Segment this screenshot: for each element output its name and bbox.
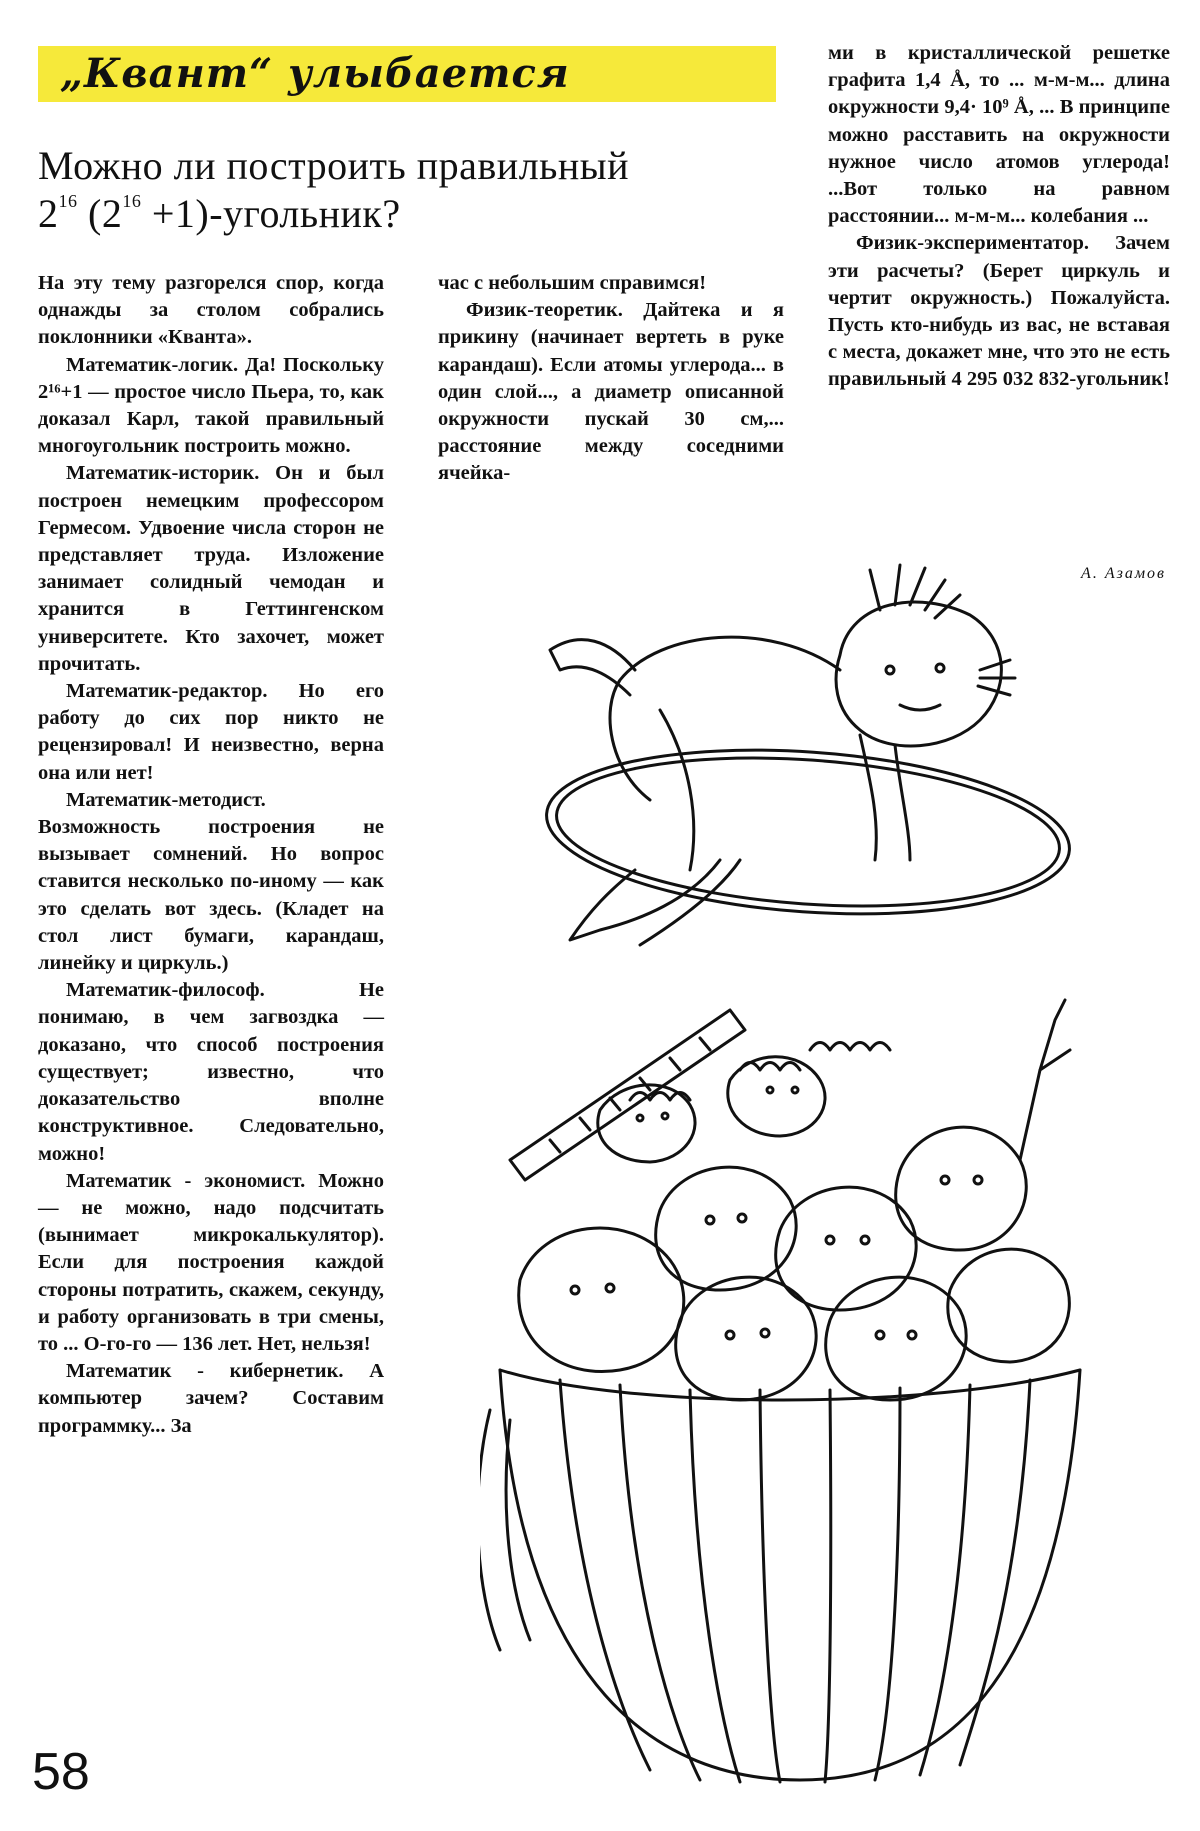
- paragraph: Математик-философ. Не понимаю, в чем загвоздка — доказано, что способ построения существует; известно, что доказательство вполне конструктивное. Следовательно, можно!: [38, 979, 384, 1165]
- title-exponent-2: 16: [122, 191, 142, 211]
- title-open: (2: [77, 191, 123, 236]
- paragraph: Математик-редактор. Но его работу до сих пор никто не рецензировал! И неизвестно, верна она или нет!: [38, 680, 384, 784]
- paragraph: Математик-методист. Возможность построения не вызывает сомнений. Но вопрос ставится несколько по-иному — как это сделать вот здесь. (Кладет на стол лист бумаги, карандаш, линейку и циркуль.): [38, 788, 384, 975]
- paragraph: Математик - кибернетик. А компьютер зачем? Составим программку... За: [38, 1360, 384, 1437]
- title-rest: +1)-угольник?: [141, 191, 401, 236]
- title-base: 2: [38, 191, 59, 236]
- section-banner: [38, 46, 776, 102]
- author-signature: А. Азамов: [1081, 565, 1166, 582]
- title-exponent-1: 16: [58, 191, 78, 211]
- paragraph: Физик-теоретик. Дайтека и я прикину (начинает вертеть в руке карандаш). Если атомы углерода... в один слой..., а диаметр описанной окружности пускай 30 см,... расстояние между соседними ячейка-: [438, 299, 784, 485]
- article-title: [38, 142, 778, 238]
- page-number: 58: [32, 1743, 90, 1801]
- crowd-in-basket-drawing: [480, 990, 1100, 1790]
- text-column-1: [38, 270, 384, 1440]
- paragraph: Физик-экспериментатор. Зачем эти расчеты? (Берет циркуль и чертит окружность.) Пожалуйста. Пусть кто-нибудь из вас, не вставая с места, докажет мне, что это не есть правильный 4 295 032 832-угольник!: [828, 232, 1170, 391]
- text-column-2: [438, 270, 784, 488]
- title-line-1: Можно ли построить правильный: [38, 143, 630, 188]
- paragraph: На эту тему разгорелся спор, когда однажды за столом собрались поклонники «Кванта».: [38, 272, 384, 349]
- paragraph: час с небольшим справимся!: [438, 272, 707, 294]
- paragraph: Математик-логик. Да! Поскольку 2¹⁶+1 — простое число Пьера, то, как доказал Карл, такой правильный многоугольник построить можно.: [38, 353, 384, 458]
- banner-title: „Квант“ улыбается: [60, 50, 570, 97]
- paragraph: ми в кристаллической решетке графита 1,4 Å, то ... м-м-м... длина окружности 9,4· 10⁹ Å, ... В принципе можно расставить на окружности нужное число атомов углерода! ...Вот только на равном расстоянии... м-м-м... колебания ...: [828, 42, 1170, 228]
- text-column-3: [828, 40, 1170, 394]
- paragraph: Математик-историк. Он и был построен немецким профессором Гермесом. Удвоение числа сторон не представляет труда. Изложение занимает солидный чемодан и хранится в Геттингенском университете. Кто захочет, может прочитать.: [38, 462, 384, 675]
- person-on-hoop-drawing: [540, 560, 1100, 960]
- paragraph: Математик - экономист. Можно — не можно, надо подсчитать (вынимает микрокалькулятор). Если для построения каждой стороны потратить, скажем, секунду, и работу организовать в три смены, то ... О-го-го — 136 лет. Нет, нельзя!: [38, 1169, 384, 1355]
